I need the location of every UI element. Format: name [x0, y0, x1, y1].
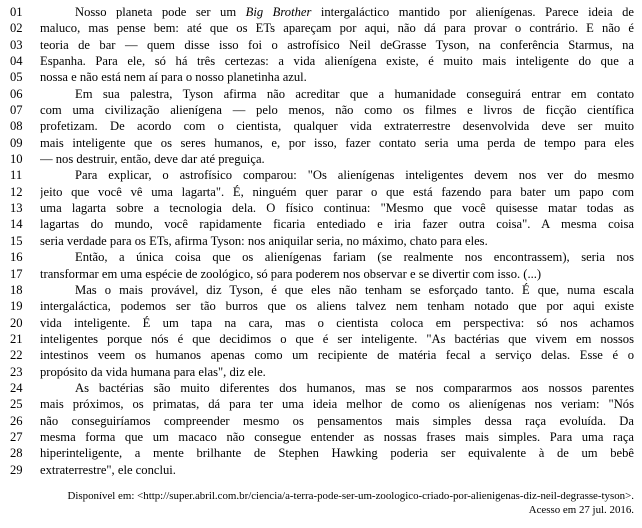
citation-block [10, 489, 634, 517]
text-line [10, 396, 634, 412]
text-line [10, 298, 634, 314]
line-number: 27 [10, 429, 23, 444]
line-text: — nos destruir, então, deve dar até preguiça. [40, 152, 265, 167]
line-text: maluco, mas pense bem: até que os ETs apareçam por aqui, não dá para provar o contrário. E não é [40, 21, 634, 36]
line-number: 26 [10, 413, 23, 428]
text-line [10, 20, 634, 36]
line-text: Nosso planeta pode ser um Big Brother intergaláctico mantido por alienígenas. Parece ideia de [75, 5, 634, 19]
text-line [10, 102, 634, 118]
line-number: 07 [10, 103, 23, 118]
line-text: Então, a única coisa que os alienígenas fariam (se realmente nos encontrassem), seria nos [75, 250, 634, 265]
line-number: 05 [10, 70, 23, 85]
line-number: 18 [10, 282, 23, 297]
line-number: 11 [10, 168, 23, 183]
line-number: 02 [10, 21, 23, 36]
line-text: propósito da vida humana para elas", diz ele. [40, 364, 266, 379]
line-text: profetizam. De acordo com o cientista, qualquer vida extraterrestre desenvolvida deve ser muito [40, 119, 634, 134]
text-line [10, 462, 634, 478]
text-line [10, 4, 634, 20]
lines-container [10, 4, 634, 478]
text-line [10, 315, 634, 331]
line-number: 01 [10, 5, 23, 19]
text-line [10, 331, 634, 347]
line-text: As bactérias são muito diferentes dos humanos, mas se nos compararmos aos nossos parentes [75, 380, 634, 395]
line-number: 28 [10, 446, 23, 461]
text-line [10, 413, 634, 429]
source-citation: Disponível em: <http://super.abril.com.br/ciencia/a-terra-pode-ser-um-zoologico-criado-por-alienigenas-diz-neil-degrasse-tyson>. [67, 489, 634, 502]
text-line [10, 429, 634, 445]
line-number: 03 [10, 37, 23, 52]
line-text: Para explicar, o astrofísico comparou: "Os alienígenas inteligentes devem nos ver do mesmo [75, 168, 634, 183]
text-line [10, 364, 634, 380]
line-text: Espanha. Para ele, só há três certezas: a vida alienígena existe, é muito mais inteligente do que a [40, 54, 634, 69]
line-number: 06 [10, 86, 23, 101]
italic-title: Big Brother [245, 5, 312, 19]
line-number: 13 [10, 201, 23, 216]
text-line [10, 266, 634, 282]
line-number: 08 [10, 119, 23, 134]
line-text: jeito que você vê uma lagarta". É, ninguém quer parar o que está fazendo para bater um papo com [40, 184, 634, 199]
line-text: hiperinteligente, a mente brilhante de Stephen Hawking poderia ser equivalente à de um bebê [40, 446, 634, 461]
text-line [10, 184, 634, 200]
line-text: intestinos veem os humanos apenas como um recipiente de matéria fecal a serviço delas. Esse é o [40, 348, 634, 363]
line-number: 14 [10, 217, 23, 232]
text-line [10, 69, 634, 85]
line-number: 24 [10, 380, 23, 395]
line-number: 09 [10, 135, 23, 150]
text-line [10, 118, 634, 134]
line-text: intergaláctica, podemos ser tão burros que os aliens talvez nem tenham notado que por aqui existe [40, 299, 634, 314]
text-line [10, 37, 634, 53]
line-text: não conseguiríamos compreender mesmo os pensamentos mais simples dessa raça evoluída. Da [40, 413, 634, 428]
text-line [10, 445, 634, 461]
line-text: Em sua palestra, Tyson afirma não acreditar que a humanidade conseguirá entrar em contato [75, 86, 634, 101]
text-line [10, 233, 634, 249]
line-number: 25 [10, 397, 23, 412]
line-number: 16 [10, 250, 23, 265]
line-text: Mas o mais provável, diz Tyson, é que eles não tenham se esforçado tanto. É que, numa escala [75, 282, 634, 297]
line-text: mesma forma que um macaco não consegue entender as nossas frases mais simples. Para uma raça [40, 429, 634, 444]
line-text: uma lagarta sobre a tecnologia dela. O físico continua: "Mesmo que você quisesse matar todas as [40, 201, 634, 216]
line-number: 17 [10, 266, 23, 281]
text-line [10, 380, 634, 396]
access-date: Acesso em 27 jul. 2016. [528, 503, 634, 516]
line-text: transformar em uma espécie de zoológico, só para poderem nos observar e se divertir com isso. (...) [40, 266, 542, 281]
text-line [10, 347, 634, 363]
line-number: 12 [10, 184, 23, 199]
text-line [10, 282, 634, 298]
line-number: 22 [10, 348, 23, 363]
text-line [10, 151, 634, 167]
line-text: teoria de bar — quem disse isso foi o astrofísico Neil deGrasse Tyson, na conferência Starmus, na [40, 37, 634, 52]
line-number: 19 [10, 299, 23, 314]
line-number: 20 [10, 315, 23, 330]
text-line [10, 216, 634, 232]
line-text: vida inteligente. É um tapa na cara, mas o cientista coloca em perspectiva: só nos achamos [40, 315, 634, 330]
text-line [10, 53, 634, 69]
text-line [10, 200, 634, 216]
line-number: 10 [10, 152, 23, 167]
line-text: inteligentes porque nós é que decidimos o que é ser inteligente. "As bactérias que vivem em nossos [40, 331, 634, 346]
line-text: nossa e não está nem aí para o nosso planetinha azul. [40, 70, 307, 85]
text-line [10, 167, 634, 183]
text-line [10, 135, 634, 151]
line-text: mais próximos, os primatas, dá para ter uma ideia melhor de como os alienígenas nos veriam: "Nós [40, 397, 634, 412]
line-text: lagartas do mundo, você rapidamente ficaria entediado e iria fazer outra coisa". A mesma coisa [40, 217, 634, 232]
line-number: 29 [10, 462, 23, 477]
line-text: com uma civilização alienígena — pelo menos, não como os filmes e livros de ficção científica [40, 103, 634, 118]
line-text: mais inteligente que os seres humanos, e, por isso, fazer contato seria uma perda de tempo para eles [40, 135, 634, 150]
line-number: 23 [10, 364, 23, 379]
line-number: 15 [10, 233, 23, 248]
text-line [10, 86, 634, 102]
line-text: seria verdade para os ETs, afirma Tyson: nos aniquilar seria, no máximo, chato para eles. [40, 233, 488, 248]
line-number: 04 [10, 54, 23, 69]
text-line [10, 249, 634, 265]
line-number: 21 [10, 331, 23, 346]
line-text: extraterrestre", ele conclui. [40, 462, 176, 477]
